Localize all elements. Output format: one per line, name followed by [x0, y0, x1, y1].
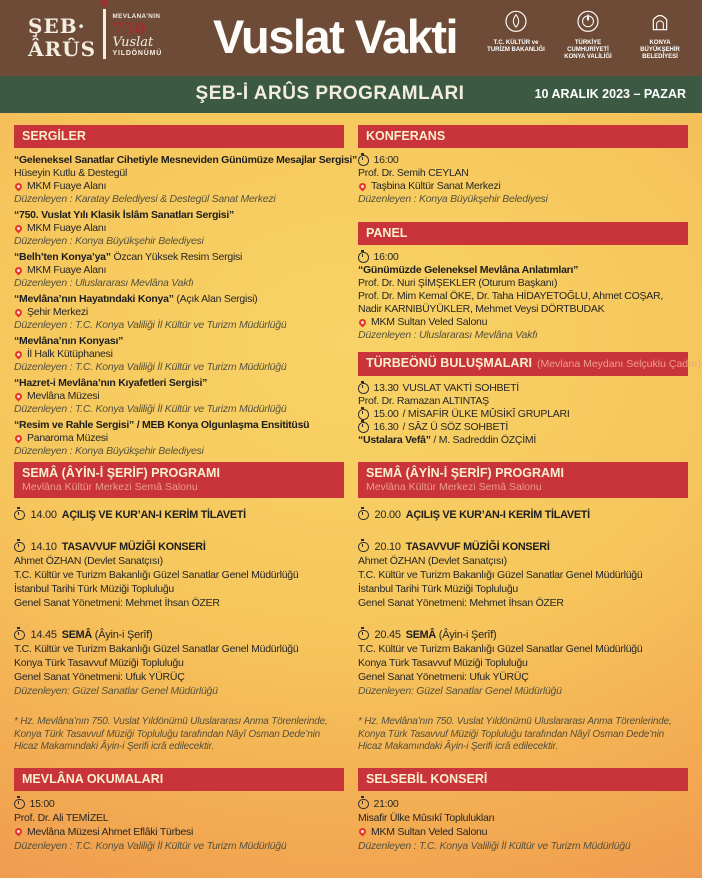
section-header-konferans	[358, 125, 688, 148]
event-time: 21:00	[373, 798, 399, 810]
event-time: 15.00	[373, 408, 399, 420]
section-sema-right	[358, 462, 688, 754]
clock-icon	[358, 252, 369, 263]
brand-anniversary-block	[113, 12, 163, 58]
panel-speakers: Prof. Dr. Nuri ŞİMŞEKLER (Oturum Başkanı)	[358, 277, 558, 289]
partner-caption-line: BÜYÜKŞEHİR BELEDİYESİ	[640, 47, 680, 60]
clock-icon	[358, 542, 369, 553]
section-sergiler	[14, 125, 358, 461]
sema-footnote: * Hz. Mevlâna’nın 750. Vuslat Yıldönümü Uluslararası Anma Törenlerinde, Konya Türk Tasavvuf Müziği Topluluğu tarafından Nâyî Osman Dede’nin Hicaz Makamındaki Âyin-i Şerifi icrâ edilecektir.	[14, 716, 328, 753]
partner-logos	[484, 8, 692, 61]
left-column	[14, 125, 358, 866]
section-header-selsebil	[358, 768, 688, 791]
event-time: 14.00	[30, 509, 57, 521]
clock-icon	[358, 383, 369, 394]
event-time: 16.30	[373, 421, 399, 433]
subtitle-band	[0, 76, 702, 113]
clock-icon	[358, 409, 369, 420]
flame-icon	[99, 0, 109, 8]
event-detail: Konya Türk Tasavvuf Müziği Topluluğu	[14, 657, 184, 669]
exhibit-title: “Geleneksel Sanatlar Cihetiyle Mesneviden Günümüze Mesajlar Sergisi”	[14, 154, 358, 166]
section-title: SERGİLER	[22, 129, 86, 143]
section-subtitle: Mevlâna Kültür Merkezi Semâ Salonu	[22, 481, 198, 493]
location-text: Mevlâna Müzesi Ahmet Eflâki Türbesi	[27, 826, 194, 838]
section-header-sema	[14, 462, 344, 498]
event-head	[358, 508, 688, 522]
location-text: MKM Fuaye Alanı	[27, 264, 107, 276]
section-title: SEMÂ (ÂYİN-İ ŞERİF) PROGRAMI	[366, 466, 564, 480]
speaker-name: Prof. Dr. Semih CEYLAN	[358, 167, 469, 179]
section-header-sergiler	[14, 125, 344, 148]
location-pin-icon	[358, 181, 368, 191]
partner-caption-line: KONYA VALİLİĞİ	[564, 54, 612, 60]
time-row	[358, 797, 688, 811]
organizer-text: Düzenleyen : T.C. Konya Valiliği İl Kültür ve Turizm Müdürlüğü	[14, 319, 287, 331]
event-label-suffix: (Âyin-i Şerîf)	[435, 629, 497, 641]
location-row	[358, 316, 688, 329]
exhibit-title: “Mevlâna’nın Konyası”	[14, 335, 124, 347]
location-row	[358, 825, 688, 839]
event-label: TASAVVUF MÜZİĞİ KONSERİ	[61, 541, 206, 553]
location-row	[14, 306, 344, 319]
organizer-text: Düzenleyen : T.C. Konya Valiliği İl Kültür ve Turizm Müdürlüğü	[14, 361, 287, 373]
section-title: KONFERANS	[366, 129, 446, 143]
location-row	[358, 180, 688, 193]
partner-caption-line: TÜRKİYE CUMHURİYETİ	[567, 40, 609, 53]
program-event	[358, 508, 688, 522]
event-detail: Genel Sanat Yönetmeni: Ufuk YÜRÜÇ	[14, 671, 185, 683]
event-detail: T.C. Kültür ve Turizm Bakanlığı Güzel Sanatlar Genel Müdürlüğü	[358, 569, 643, 581]
event-label-suffix: (Âyin-i Şerîf)	[91, 629, 153, 641]
event-detail: İstanbul Tarihi Türk Müziği Topluluğu	[14, 583, 175, 595]
exhibit-entry	[14, 251, 344, 290]
event-time: 13.30	[373, 382, 399, 394]
organizer-text: Düzenleyen: Güzel Sanatlar Genel Müdürlüğü	[14, 685, 218, 697]
event-time: 16:00	[373, 251, 399, 263]
location-pin-icon	[14, 349, 24, 359]
ministry-of-culture-logo	[484, 8, 548, 61]
brand-letter-i-divider	[103, 9, 106, 59]
event-detail: Genel Sanat Yönetmeni: Ufuk YÜRÜÇ	[358, 671, 529, 683]
program-event	[14, 628, 344, 698]
section-title: SELSEBİL KONSERİ	[366, 772, 488, 786]
section-konferans	[358, 125, 688, 206]
brand-mevlana-label: MEVLANA’NIN	[112, 13, 161, 20]
location-pin-icon	[14, 223, 24, 233]
location-text: MKM Fuaye Alanı	[27, 222, 107, 234]
location-pin-icon	[14, 827, 24, 837]
event-title: “Ustalara Vefâ”	[358, 434, 431, 446]
organizer-text: Düzenleyen : Konya Büyükşehir Belediyesi	[14, 445, 204, 457]
program-event	[358, 628, 688, 698]
program-event	[358, 540, 688, 610]
location-text: MKM Sultan Veled Salonu	[371, 316, 488, 328]
event-detail: T.C. Kültür ve Turizm Bakanlığı Güzel Sanatlar Genel Müdürlüğü	[14, 643, 299, 655]
location-text: Panaroma Müzesi	[27, 432, 108, 444]
exhibit-entry	[14, 209, 344, 248]
organizer-text: Düzenleyen : Uluslararası Mevlâna Vakfı	[14, 277, 194, 289]
time-row	[358, 421, 688, 434]
exhibit-entry	[14, 154, 358, 206]
location-text: Şehir Merkezi	[27, 306, 88, 318]
organizer-text: Düzenleyen: Güzel Sanatlar Genel Müdürlüğü	[358, 685, 562, 697]
clock-icon	[14, 542, 25, 553]
organizer-text: Düzenleyen : T.C. Konya Valiliği İl Kültür ve Turizm Müdürlüğü	[14, 403, 287, 415]
event-time: 14.45	[30, 629, 57, 641]
section-title: TÜRBEÖNÜ BULUŞMALARI	[366, 356, 532, 370]
exhibit-entry	[14, 377, 344, 416]
clock-icon	[14, 799, 25, 810]
section-selsebil	[358, 768, 688, 853]
sema-footnote: * Hz. Mevlâna’nın 750. Vuslat Yıldönümü Uluslararası Anma Törenlerinde, Konya Türk Tasavvuf Müziği Topluluğu tarafından Nâyî Osman Dede’nin Hicaz Makamındaki Âyin-i Şerifi icrâ edilecektir.	[358, 716, 672, 753]
location-pin-icon	[14, 391, 24, 401]
brand-word-2: ÂRÛS	[28, 37, 97, 61]
event-time: 14.10	[30, 541, 57, 553]
event-text: VUSLAT VAKTİ SOHBETİ	[402, 382, 519, 394]
speaker-name: Prof. Dr. Ramazan ALTINTAŞ	[358, 395, 489, 407]
clock-icon	[358, 422, 369, 433]
event-detail: Ahmet ÖZHAN (Devlet Sanatçısı)	[14, 555, 163, 567]
event-time: 16:00	[373, 154, 399, 166]
program-date: 10 ARALIK 2023 – PAZAR	[534, 87, 686, 101]
konya-municipality-logo	[628, 8, 692, 61]
event-head	[14, 508, 344, 522]
poster-header	[0, 0, 702, 76]
event-label: AÇILIŞ VE KUR’AN-I KERİM TİLAVETİ	[61, 509, 246, 521]
brand-vuslat-label: Vuslat	[112, 35, 154, 50]
ustalara-vefa-row	[358, 434, 688, 447]
exhibit-title: “Mevlâna’nın Hayatındaki Konya”	[14, 293, 174, 305]
event-detail: Konya Türk Tasavvuf Müziği Topluluğu	[358, 657, 528, 669]
event-head	[358, 628, 688, 642]
event-head	[14, 540, 344, 554]
section-title: SEMÂ (ÂYİN-İ ŞERİF) PROGRAMI	[22, 466, 220, 480]
section-header-okumalari	[14, 768, 344, 791]
partner-caption-line: KONYA	[649, 40, 671, 46]
section-mevlana-okumalari	[14, 768, 344, 853]
event-detail: Genel Sanat Yönetmeni: Mehmet İhsan ÖZER	[14, 597, 220, 609]
event-head	[14, 628, 344, 642]
location-row	[14, 180, 344, 193]
event-label: SEMÂ	[405, 629, 436, 641]
time-row	[358, 251, 688, 264]
section-header-turbeonu	[358, 352, 701, 376]
program-event	[14, 540, 344, 610]
time-row	[358, 382, 688, 395]
event-detail: T.C. Kültür ve Turizm Bakanlığı Güzel Sanatlar Genel Müdürlüğü	[358, 643, 643, 655]
location-text: İl Halk Kütüphanesi	[27, 348, 113, 360]
speaker-name: Prof. Dr. Ali TEMİZEL	[14, 812, 109, 824]
event-detail: Ahmet ÖZHAN (Devlet Sanatçısı)	[358, 555, 507, 567]
location-row	[14, 264, 344, 277]
municipality-emblem-icon	[645, 8, 675, 38]
event-label: TASAVVUF MÜZİĞİ KONSERİ	[405, 541, 550, 553]
group-name: Misafir Ülke Mûsıkî Toplulukları	[358, 812, 495, 824]
governorship-emblem-icon	[573, 8, 603, 38]
section-turbeonu	[358, 352, 701, 447]
time-row	[14, 797, 344, 811]
organizer-text: Düzenleyen : Karatay Belediyesi & Destegül Sanat Merkezi	[14, 193, 276, 205]
section-subtitle: Mevlâna Kültür Merkezi Semâ Salonu	[366, 481, 542, 493]
konya-governorship-logo	[556, 8, 620, 61]
exhibit-entry	[14, 293, 344, 332]
clock-icon	[358, 510, 369, 521]
brand-yildonumu-label: YILDÖNÜMÜ	[112, 50, 163, 57]
program-event	[14, 508, 344, 522]
section-title: PANEL	[366, 226, 408, 240]
panel-speakers: Prof. Dr. Mim Kemal ÖKE, Dr. Taha HİDAYETOĞLU, Ahmet COŞAR,	[358, 290, 664, 302]
organizer-text: Düzenleyen : T.C. Konya Valiliği İl Kültür ve Turizm Müdürlüğü	[358, 840, 631, 852]
exhibit-title: “750. Vuslat Yılı Klasik İslâm Sanatları Sergisi”	[14, 209, 235, 221]
event-detail: T.C. Kültür ve Turizm Bakanlığı Güzel Sanatlar Genel Müdürlüğü	[14, 569, 299, 581]
seb-i-arus-logo	[28, 9, 162, 61]
organizer-text: Düzenleyen : T.C. Konya Valiliği İl Kültür ve Turizm Müdürlüğü	[14, 840, 287, 852]
organizer-text: Düzenleyen : Uluslararası Mevlâna Vakfı	[358, 329, 538, 341]
event-detail: İstanbul Tarihi Türk Müziği Topluluğu	[358, 583, 519, 595]
section-panel	[358, 222, 688, 342]
panel-theme: “Günümüzde Geleneksel Mevlâna Anlatımları”	[358, 264, 579, 276]
ministry-emblem-icon	[501, 8, 531, 38]
partner-caption-line: T.C. KÜLTÜR ve	[493, 40, 539, 46]
clock-icon	[14, 510, 25, 521]
clock-icon	[358, 630, 369, 641]
exhibit-entry	[14, 335, 344, 374]
section-sema-left	[14, 462, 344, 754]
panel-speakers: Nadir KARNIBÜYÜKLER, Mehmet Veysi DÖRTBUDAK	[358, 303, 605, 315]
event-label: SEMÂ	[61, 629, 92, 641]
clock-icon	[358, 799, 369, 810]
event-time: 20.10	[374, 541, 401, 553]
location-row	[14, 222, 344, 235]
location-row	[14, 348, 344, 361]
exhibit-title-row	[14, 251, 344, 264]
program-content	[0, 113, 702, 878]
event-detail: Genel Sanat Yönetmeni: Mehmet İhsan ÖZER	[358, 597, 564, 609]
time-row	[358, 154, 688, 167]
location-row	[14, 432, 344, 445]
program-band-title: ŞEB-İ ARÛS PROGRAMLARI	[195, 83, 465, 104]
location-text: Mevlâna Müzesi	[27, 390, 100, 402]
exhibit-title: “Belh’ten Konya’ya”	[14, 251, 111, 263]
clock-icon	[14, 630, 25, 641]
location-pin-icon	[358, 827, 368, 837]
section-title-suffix: (Mevlana Meydanı Selçuklu Çadırı)	[536, 358, 701, 370]
location-text: Taşbina Kültür Sanat Merkezi	[371, 180, 501, 192]
partner-caption-line: TURİZM BAKANLIĞI	[487, 47, 545, 53]
location-pin-icon	[14, 307, 24, 317]
brand-750-label: 750	[112, 19, 146, 38]
event-time: 20.00	[374, 509, 401, 521]
right-column	[358, 125, 701, 866]
event-label: AÇILIŞ VE KUR’AN-I KERİM TİLAVETİ	[405, 509, 590, 521]
location-pin-icon	[358, 317, 368, 327]
event-text: / MİSAFİR ÜLKE MÛSİKÎ GRUPLARI	[402, 408, 570, 420]
exhibit-title-row	[14, 293, 344, 306]
section-header-panel	[358, 222, 688, 245]
event-text: / SÂZ Ü SÖZ SOHBETİ	[402, 421, 509, 433]
brand-wordmark	[28, 15, 96, 61]
event-time: 20.45	[374, 629, 401, 641]
page-title: Vuslat Vakti	[212, 10, 458, 63]
organizer-text: Düzenleyen : Konya Büyükşehir Belediyesi	[14, 235, 204, 247]
clock-icon	[358, 155, 369, 166]
location-text: MKM Sultan Veled Salonu	[371, 826, 488, 838]
exhibit-title-suffix: Özcan Yüksek Resim Sergisi	[110, 251, 243, 263]
organizer-text: Düzenleyen : Konya Büyükşehir Belediyesi	[358, 193, 548, 205]
location-pin-icon	[14, 265, 24, 275]
event-time: 15:00	[29, 798, 55, 810]
exhibit-title: “Hazret-i Mevlâna’nın Kıyafetleri Sergisi”	[14, 377, 208, 389]
location-pin-icon	[14, 181, 24, 191]
location-row	[14, 390, 344, 403]
section-title: MEVLÂNA OKUMALARI	[22, 772, 164, 786]
time-row	[358, 408, 688, 421]
event-title-suffix: / M. Sadreddin ÖZÇİMİ	[430, 434, 537, 446]
exhibit-by: Hüseyin Kutlu & Destegül	[14, 167, 128, 179]
location-text: MKM Fuaye Alanı	[27, 180, 107, 192]
exhibit-title: “Resim ve Rahle Sergisi” / MEB Konya Olgunlaşma Ensititüsü	[14, 419, 310, 431]
brand-word-1: ŞEB·	[28, 14, 86, 38]
event-head	[358, 540, 688, 554]
location-pin-icon	[14, 433, 24, 443]
exhibit-title-suffix: (Açık Alan Sergisi)	[173, 293, 258, 305]
exhibit-entry	[14, 419, 344, 458]
section-header-sema	[358, 462, 688, 498]
location-row	[14, 825, 344, 839]
